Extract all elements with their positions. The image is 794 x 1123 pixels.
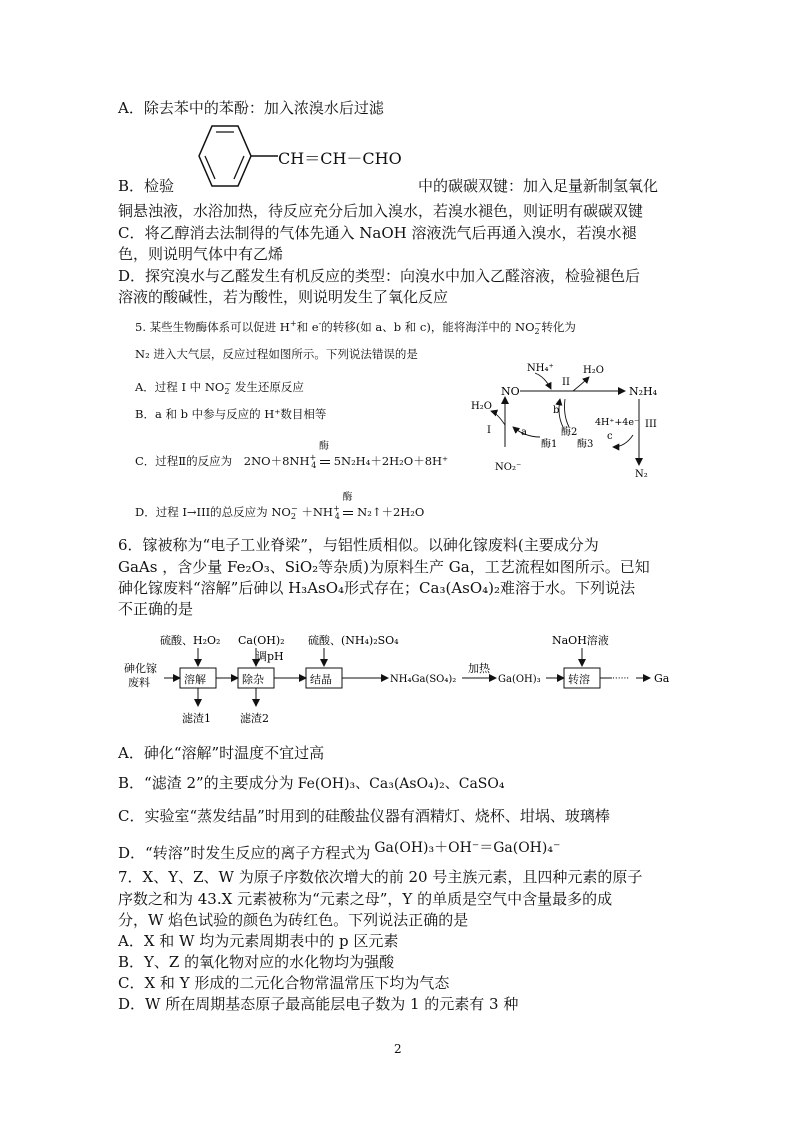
diagram-4h-4e: 4H⁺+4e⁻: [595, 417, 639, 428]
diagram-process-i: I: [487, 425, 491, 436]
flow-reagent-3: 硫酸、(NH₄)₂SO₄: [308, 634, 399, 647]
diagram-b: b: [553, 405, 560, 416]
q6-option-a: A．砷化“溶解”时温度不宜过高: [118, 744, 325, 762]
benzene-ring-structure: [180, 120, 280, 200]
diagram-nh4: NH₄⁺: [527, 363, 554, 374]
diagram-a: a: [521, 427, 527, 438]
q7-option-a: A．X 和 W 均为元素周期表中的 p 区元素: [118, 932, 399, 950]
q7-stem-line1: 7．X、Y、Z、W 为原子序数依次增大的前 20 号主族元素，且四种元素的原子: [118, 868, 643, 886]
q5-option-b: B．a 和 b 中参与反应的 H⁺数目相等: [135, 407, 327, 421]
flow-product-2: Ga(OH)₃: [498, 674, 541, 685]
q5-option-c: C．过程Ⅱ的反应为 $2NO+8NH^+_4$ 酶 5N₂H₄＋2H₂O＋8H⁺: [135, 440, 449, 471]
q7-option-c: C．X 和 Y 形成的二元化合物常温常压下均为气态: [118, 974, 450, 992]
q7-stem-line2: 序数之和为 43.X 元素被称为“元素之母”，Y 的单质是空气中含量最多的成: [118, 890, 613, 908]
q6-option-b: B．“滤渣 2”的主要成分为 Fe(OH)₃、Ca₃(AsO₄)₂、CaSO₄: [118, 774, 505, 792]
q6-option-c: C．实验室“蒸发结晶”时用到的硅酸盐仪器有酒精灯、烧杯、坩埚、玻璃棒: [118, 807, 610, 825]
diagram-enzyme3: 酶3: [577, 439, 594, 450]
flow-final-product: Ga: [654, 672, 670, 685]
q5-option-d: D．过程 I→III的总反应为 $NO_2^- +NH^+_4$ 酶 N₂↑＋2H₂O: [135, 491, 425, 522]
q6-stem-line1: 6．镓被称为“电子工业脊梁”，与铝性质相似。以砷化镓废料(主要成分为: [118, 536, 599, 554]
q7-stem-line3: 分，W 焰色试验的颜色为砖红色。下列说法正确的是: [118, 911, 469, 929]
q7-option-b: B．Y、Z 的氧化物对应的水化物均为强酸: [118, 953, 395, 971]
q6-stem-line3: 砷化镓废料“溶解”后砷以 H₃AsO₄形式存在；Ca₃(AsO₄)₂难溶于水。下列说法: [118, 579, 636, 597]
diagram-enzyme2: 酶2: [561, 427, 578, 438]
flow-product-1: NH₄Ga(SO₄)₂: [390, 674, 457, 685]
flow-reagent-4: NaOH溶液: [552, 634, 609, 647]
diagram-no: NO: [501, 385, 520, 398]
q6-option-d: D．“转溶”时发生反应的离子方程式为 Ga(OH)₃＋OH⁻＝Ga(OH)₄⁻: [118, 840, 561, 862]
flow-feed-line1: 砷化镓: [124, 662, 157, 675]
q4-option-c-line2: 色，则说明气体中有乙烯: [118, 245, 284, 263]
flow-reagent-2: Ca(OH)₂: [238, 634, 285, 647]
diagram-process-ii: II: [562, 377, 570, 388]
q5-option-a: A．过程 I 中 $NO_2^-$ 发生还原反应: [135, 379, 304, 397]
q4-option-b-line2: 铜悬浊液，水浴加热，待反应充分后加入溴水，若溴水褪色，则证明有碳碳双键: [118, 202, 644, 220]
page-number: 2: [394, 1042, 402, 1056]
diagram-c: c: [607, 431, 613, 442]
q5-stem-line1: 5. 某些生物酶体系可以促进 H+和 e-的转移(如 a、b 和 c)，能将海洋中的 $NO_2^-$转化为: [135, 319, 576, 337]
q5-stem-line2: N₂ 进入大气层，反应过程如图所示。下列说法错误的是: [135, 347, 418, 361]
flow-box-impurity-label: 除杂: [242, 673, 264, 686]
structure-side-chain: CH＝CH－CHO: [278, 149, 402, 168]
q5-reaction-diagram: [465, 355, 675, 480]
flow-box-transform-label: 转溶: [568, 673, 590, 686]
q4-option-b-prefix: B．检验: [118, 177, 175, 195]
q6-stem-line2: GaAs ，含少量 Fe₂O₃、SiO₂等杂质)为原料生产 Ga，工艺流程如图所示。已知: [118, 558, 650, 576]
diagram-h2o-left: H₂O: [471, 401, 492, 412]
flow-reagent-1: 硫酸、H₂O₂: [160, 634, 221, 647]
diagram-enzyme1: 酶1: [541, 439, 558, 450]
diagram-n2h4: N₂H₄: [629, 385, 658, 398]
flow-ellipsis: ······: [612, 674, 630, 684]
flow-feed-line2: 废料: [128, 676, 150, 689]
q7-option-d: D．W 所在周期基态原子最高能层电子数为 1 的元素有 3 种: [118, 995, 519, 1013]
flow-reagent-2b: 调pH: [256, 650, 284, 663]
flow-heat-label: 加热: [468, 662, 490, 675]
flow-box-crystallize-label: 结晶: [310, 673, 332, 686]
flow-box-dissolve-label: 溶解: [184, 673, 206, 686]
diagram-n2: N₂: [635, 469, 648, 480]
q4-option-a: A．除去苯中的苯酚：加入浓溴水后过滤: [118, 99, 384, 117]
q4-option-d-line2: 溶液的酸碱性，若为酸性，则说明发生了氧化反应: [118, 288, 449, 306]
q6-process-flow: [118, 628, 678, 728]
diagram-no2: NO₂⁻: [495, 462, 522, 473]
benzene-hexagon: [199, 126, 251, 186]
q4-option-b-line1: 中的碳碳双键：加入足量新制氢氧化: [418, 177, 659, 195]
diagram-h2o-top: H₂O: [583, 365, 604, 376]
flow-residue-2: 滤渣2: [240, 712, 269, 725]
q4-option-d-line1: D．探究溴水与乙醛发生有机反应的类型：向溴水中加入乙醛溶液，检验褪色后: [118, 267, 641, 285]
q6-stem-line4: 不正确的是: [118, 600, 194, 618]
diagram-process-iii: III: [645, 419, 657, 430]
q4-option-c-line1: C．将乙醇消去法制得的气体先通入 NaOH 溶液洗气后再通入溴水，若溴水褪: [118, 224, 637, 242]
flow-residue-1: 滤渣1: [182, 712, 211, 725]
